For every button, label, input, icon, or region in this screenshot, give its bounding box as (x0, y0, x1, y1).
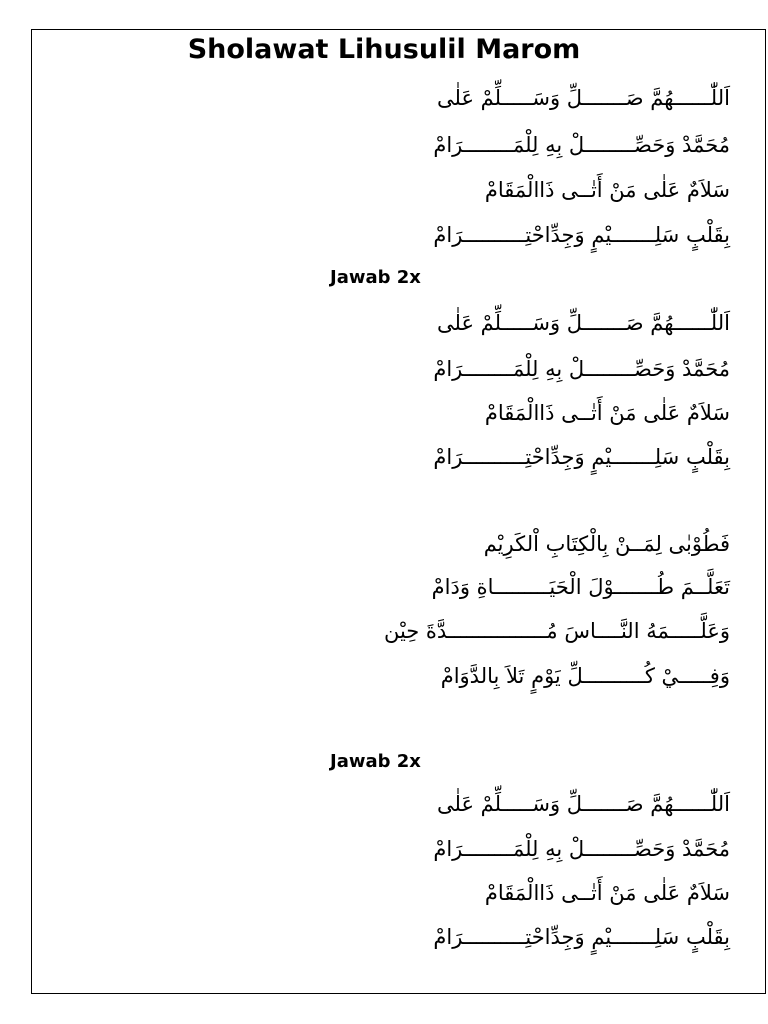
page-title: Sholawat Lihusulil Marom (187, 34, 581, 65)
chorus-1-line-1: اَللّٰــــــهُمَّ صَـــــــلِّ وَسَـــــلِّمْ عَلٰى (437, 86, 730, 110)
jawab-label-2: Jawab 2x (330, 751, 421, 772)
chorus-3-line-2: مُحَمَّدْ وَحَصِّــــــــلْ بِهِ لِلْمَــــــــرَامْ (433, 837, 730, 861)
chorus-1-line-3: سَلاَمٌ عَلٰى مَنْ أَتٰــى ذَاالْمَقَامْ (484, 178, 730, 202)
verse-line-2: تَعَلَّــمَ طُـــــــوْلَ الْحَيَـــــــــاةِ وَدَامْ (431, 575, 730, 599)
verse-line-1: فَطُوْبٰى لِمَــنْ بِالْكِتَابِ اْلكَرِيْم (483, 532, 730, 556)
chorus-2-line-3: سَلاَمٌ عَلٰى مَنْ أَتٰــى ذَاالْمَقَامْ (484, 401, 730, 425)
chorus-1-line-4: بِقَلْبٍ سَلِـــــــيْمٍ وَجِدِّاحْتِــــــــــرَامْ (433, 223, 730, 247)
verse-line-3: وَعَلَّـــــمَهُ النَّــــاسَ مُــــــــــــــــدَّةَ حِيْن (383, 619, 730, 643)
chorus-3-line-1: اَللّٰــــــهُمَّ صَـــــــلِّ وَسَـــــلِّمْ عَلٰى (437, 792, 730, 816)
chorus-2-line-4: بِقَلْبٍ سَلِـــــــيْمٍ وَجِدِّاحْتِــــــــــرَامْ (433, 445, 730, 469)
chorus-3-line-4: بِقَلْبٍ سَلِـــــــيْمٍ وَجِدِّاحْتِــــــــــرَامْ (433, 925, 730, 949)
chorus-2-line-2: مُحَمَّدْ وَحَصِّــــــــلْ بِهِ لِلْمَــــــــرَامْ (433, 357, 730, 381)
chorus-1-line-2: مُحَمَّدْ وَحَصِّــــــــلْ بِهِ لِلْمَــــــــرَامْ (433, 133, 730, 157)
verse-line-4: وَفِـــــيْ كُــــــــــلِّ يَوْمٍ تَلاَ بِالدَّوَامْ (440, 664, 730, 688)
jawab-label-1: Jawab 2x (330, 267, 421, 288)
chorus-2-line-1: اَللّٰــــــهُمَّ صَـــــــلِّ وَسَـــــلِّمْ عَلٰى (437, 311, 730, 335)
chorus-3-line-3: سَلاَمٌ عَلٰى مَنْ أَتٰــى ذَاالْمَقَامْ (484, 881, 730, 905)
